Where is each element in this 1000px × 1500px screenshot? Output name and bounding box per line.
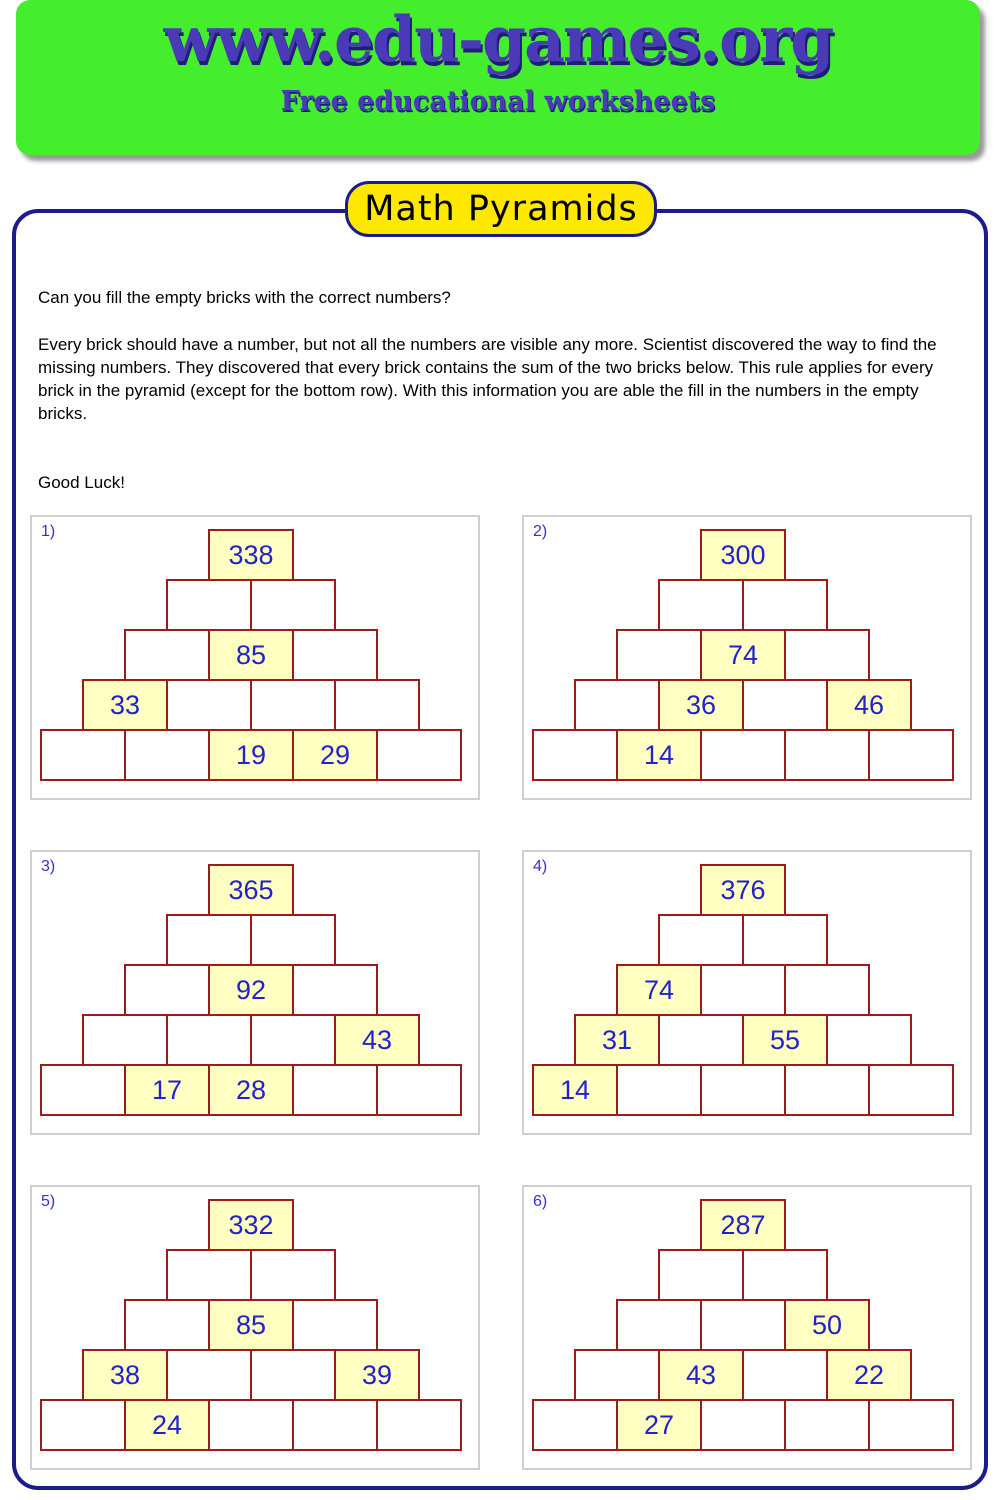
- pyramid-1-brick-r4-c2-empty: [166, 679, 252, 731]
- pyramid-2-brick-r5-c3-empty: [700, 729, 786, 781]
- pyramid-2-brick-r3-c1-empty: [616, 629, 702, 681]
- pyramid-4-brick-r5-c5-empty: [868, 1064, 954, 1116]
- pyramid-3-brick-r5-c4-empty: [292, 1064, 378, 1116]
- pyramid-2-brick-r4-c1-empty: [574, 679, 660, 731]
- pyramid-panel-5: [30, 1185, 480, 1470]
- pyramid-4-brick-r3-c2-empty: [700, 964, 786, 1016]
- pyramid-2-brick-r3-c3-empty: [784, 629, 870, 681]
- pyramid-6-brick-r2-c2-empty: [742, 1249, 828, 1301]
- pyramid-3-brick-r3-c3-empty: [292, 964, 378, 1016]
- pyramid-6-brick-r5-c4-empty: [784, 1399, 870, 1451]
- pyramid-2-brick-r5-c1-empty: [532, 729, 618, 781]
- pyramid-5-brick-r3-c1-empty: [124, 1299, 210, 1351]
- pyramid-6-brick-r5-c1-empty: [532, 1399, 618, 1451]
- pyramid-label-4: 4): [533, 858, 548, 875]
- pyramid-5-brick-r5-c3-empty: [208, 1399, 294, 1451]
- pyramid-6-brick-r3-c1-empty: [616, 1299, 702, 1351]
- instructions: [38, 286, 966, 494]
- pyramid-1-brick-r5-c5-empty: [376, 729, 462, 781]
- pyramid-3-brick-r4-c2-empty: [166, 1014, 252, 1066]
- pyramid-label-2: 2): [533, 523, 548, 540]
- good-luck-text: Good Luck!: [38, 473, 125, 492]
- pyramid-2-brick-r5-c5-empty: [868, 729, 954, 781]
- pyramid-5-brick-r5-c2-filled: 24: [124, 1399, 210, 1451]
- pyramid-6-brick-r3-c3-filled: 50: [784, 1299, 870, 1351]
- pyramid-5-brick-r5-c1-empty: [40, 1399, 126, 1451]
- site-banner: [16, 0, 980, 155]
- pyramid-5-brick-r5-c4-empty: [292, 1399, 378, 1451]
- pyramid-6-brick-r4-c4-filled: 22: [826, 1349, 912, 1401]
- pyramid-6-brick-r4-c3-empty: [742, 1349, 828, 1401]
- pyramid-5-brick-r3-c2-filled: 85: [208, 1299, 294, 1351]
- pyramid-6-brick-r2-c1-empty: [658, 1249, 744, 1301]
- pyramid-6-brick-r5-c5-empty: [868, 1399, 954, 1451]
- pyramid-3-brick-r5-c1-empty: [40, 1064, 126, 1116]
- pyramid-panel-1: [30, 515, 480, 800]
- pyramid-4-brick-r4-c2-empty: [658, 1014, 744, 1066]
- pyramid-3-brick-r4-c4-filled: 43: [334, 1014, 420, 1066]
- pyramid-label-3: 3): [41, 858, 56, 875]
- pyramid-label-6: 6): [533, 1193, 548, 1210]
- pyramid-panel-4: [522, 850, 972, 1135]
- pyramid-1-brick-r3-c2-filled: 85: [208, 629, 294, 681]
- pyramid-4-brick-r5-c2-empty: [616, 1064, 702, 1116]
- pyramid-1-brick-r1-c1-filled: 338: [208, 529, 294, 581]
- pyramid-5-brick-r4-c4-filled: 39: [334, 1349, 420, 1401]
- pyramid-1-brick-r5-c2-empty: [124, 729, 210, 781]
- pyramid-panel-2: [522, 515, 972, 800]
- worksheet-title: Math Pyramids: [364, 189, 638, 229]
- pyramid-4-brick-r4-c4-empty: [826, 1014, 912, 1066]
- pyramid-2-brick-r2-c1-empty: [658, 579, 744, 631]
- pyramid-4-brick-r2-c1-empty: [658, 914, 744, 966]
- pyramid-panel-3: [30, 850, 480, 1135]
- pyramid-1-brick-r3-c1-empty: [124, 629, 210, 681]
- pyramid-6-brick-r4-c2-filled: 43: [658, 1349, 744, 1401]
- pyramid-2-brick-r3-c2-filled: 74: [700, 629, 786, 681]
- pyramid-2-brick-r1-c1-filled: 300: [700, 529, 786, 581]
- instruction-explanation: Every brick should have a number, but not all the numbers are visible any more. Scientist discovered the way to find the missing numbers. They discovered that every brick contains the sum of the two bricks below. This rule applies for every brick in the pyramid (except for the bottom row). With this information you are able the fill in the numbers in the empty bricks.: [38, 335, 937, 423]
- pyramid-4-brick-r3-c3-empty: [784, 964, 870, 1016]
- pyramid-3-brick-r1-c1-filled: 365: [208, 864, 294, 916]
- pyramid-5-brick-r4-c2-empty: [166, 1349, 252, 1401]
- pyramid-1-brick-r4-c4-empty: [334, 679, 420, 731]
- pyramid-5-brick-r3-c3-empty: [292, 1299, 378, 1351]
- pyramid-3-brick-r3-c2-filled: 92: [208, 964, 294, 1016]
- pyramid-6-brick-r4-c1-empty: [574, 1349, 660, 1401]
- pyramid-5-brick-r1-c1-filled: 332: [208, 1199, 294, 1251]
- pyramid-3-brick-r3-c1-empty: [124, 964, 210, 1016]
- pyramid-4-brick-r4-c1-filled: 31: [574, 1014, 660, 1066]
- pyramid-panel-6: [522, 1185, 972, 1470]
- pyramid-2-brick-r4-c4-filled: 46: [826, 679, 912, 731]
- pyramid-4-brick-r4-c3-filled: 55: [742, 1014, 828, 1066]
- pyramid-4-brick-r1-c1-filled: 376: [700, 864, 786, 916]
- pyramid-3-brick-r5-c2-filled: 17: [124, 1064, 210, 1116]
- pyramid-5-brick-r4-c1-filled: 38: [82, 1349, 168, 1401]
- pyramid-6-brick-r5-c2-filled: 27: [616, 1399, 702, 1451]
- pyramid-6-brick-r3-c2-empty: [700, 1299, 786, 1351]
- pyramid-4-brick-r2-c2-empty: [742, 914, 828, 966]
- pyramid-1-brick-r2-c1-empty: [166, 579, 252, 631]
- pyramid-1-brick-r4-c1-filled: 33: [82, 679, 168, 731]
- pyramid-2-brick-r4-c3-empty: [742, 679, 828, 731]
- pyramid-3-brick-r5-c3-filled: 28: [208, 1064, 294, 1116]
- pyramid-label-5: 5): [41, 1193, 56, 1210]
- pyramid-2-brick-r5-c4-empty: [784, 729, 870, 781]
- pyramid-2-brick-r2-c2-empty: [742, 579, 828, 631]
- pyramid-label-1: 1): [41, 523, 56, 540]
- pyramid-3-brick-r2-c1-empty: [166, 914, 252, 966]
- pyramid-1-brick-r3-c3-empty: [292, 629, 378, 681]
- pyramid-5-brick-r5-c5-empty: [376, 1399, 462, 1451]
- instruction-question: Can you fill the empty bricks with the correct numbers?: [38, 288, 451, 307]
- pyramid-1-brick-r5-c1-empty: [40, 729, 126, 781]
- pyramid-4-brick-r5-c3-empty: [700, 1064, 786, 1116]
- pyramid-1-brick-r5-c3-filled: 19: [208, 729, 294, 781]
- pyramid-2-brick-r5-c2-filled: 14: [616, 729, 702, 781]
- pyramid-3-brick-r2-c2-empty: [250, 914, 336, 966]
- pyramid-4-brick-r5-c4-empty: [784, 1064, 870, 1116]
- pyramid-1-brick-r2-c2-empty: [250, 579, 336, 631]
- pyramid-3-brick-r4-c1-empty: [82, 1014, 168, 1066]
- pyramid-5-brick-r2-c2-empty: [250, 1249, 336, 1301]
- site-tagline: Free educational worksheets: [280, 86, 716, 117]
- pyramid-3-brick-r4-c3-empty: [250, 1014, 336, 1066]
- pyramid-1-brick-r5-c4-filled: 29: [292, 729, 378, 781]
- pyramid-6-brick-r1-c1-filled: 287: [700, 1199, 786, 1251]
- pyramid-4-brick-r3-c1-filled: 74: [616, 964, 702, 1016]
- pyramid-2-brick-r4-c2-filled: 36: [658, 679, 744, 731]
- pyramid-1-brick-r4-c3-empty: [250, 679, 336, 731]
- pyramid-5-brick-r2-c1-empty: [166, 1249, 252, 1301]
- site-title: www.edu-games.org: [163, 2, 833, 76]
- pyramid-5-brick-r4-c3-empty: [250, 1349, 336, 1401]
- pyramid-4-brick-r5-c1-filled: 14: [532, 1064, 618, 1116]
- pyramid-6-brick-r5-c3-empty: [700, 1399, 786, 1451]
- worksheet-title-badge: [345, 181, 657, 237]
- pyramid-3-brick-r5-c5-empty: [376, 1064, 462, 1116]
